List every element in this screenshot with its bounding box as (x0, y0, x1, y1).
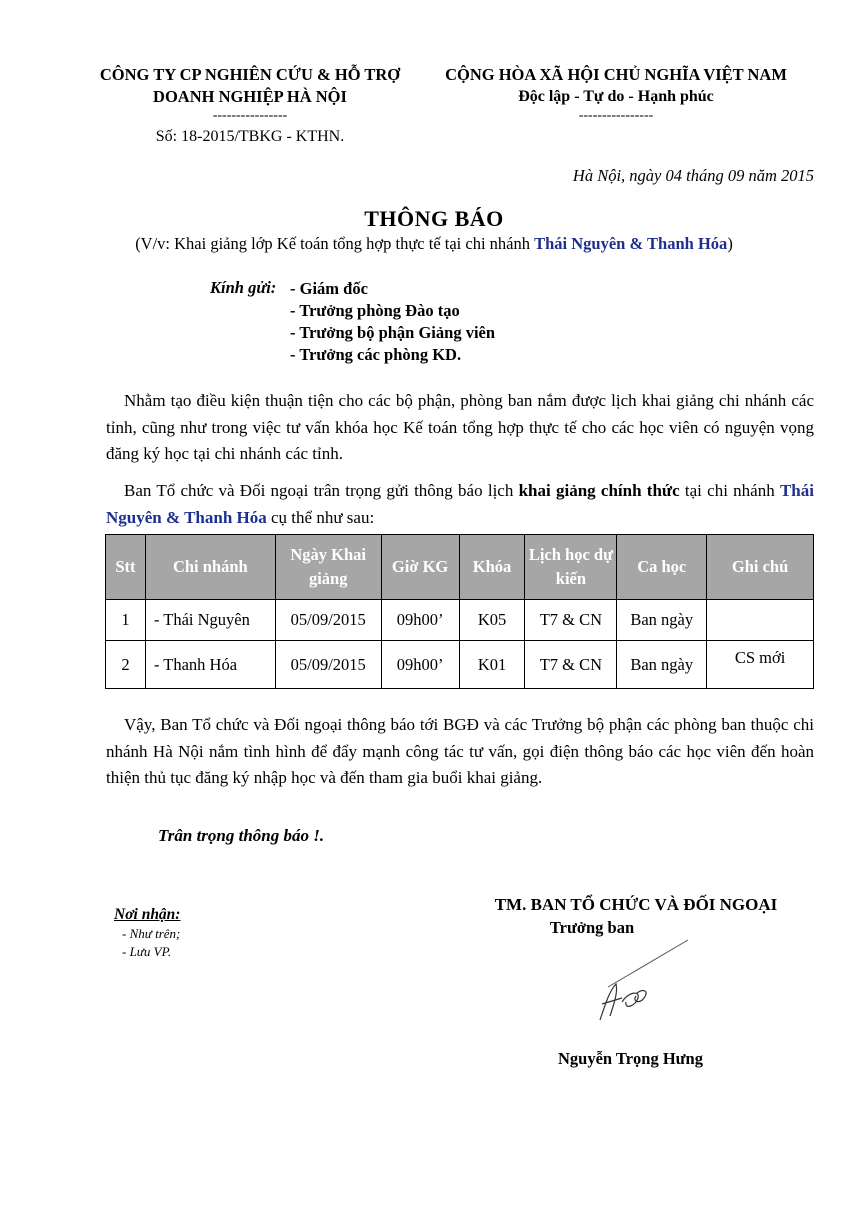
recipients-label: Kính gửi: (210, 278, 277, 297)
col-header-start-date: Ngày Khai giảng (275, 535, 381, 600)
table-header-row (106, 535, 814, 600)
cell-course: K05 (459, 600, 525, 641)
receiver-item: - Lưu VP. (122, 944, 172, 959)
recipient-item: - Trưởng các phòng KD. (290, 345, 462, 364)
para2-part2: tại chi nhánh (679, 481, 780, 500)
nation-name: CỘNG HÒA XÃ HỘI CHỦ NGHĨA VIỆT NAM (445, 65, 787, 84)
cell-shift: Ban ngày (617, 641, 707, 689)
table-row (106, 600, 814, 641)
recipients-list (290, 278, 495, 366)
subject-branches: Thái Nguyên & Thanh Hóa (534, 234, 728, 253)
company-divider: ---------------- (212, 108, 288, 123)
cell-shift: Ban ngày (617, 600, 707, 641)
cell-branch: - Thái Nguyên (145, 600, 275, 641)
document-subject (0, 234, 868, 254)
nation-divider: ---------------- (578, 108, 654, 123)
national-header (432, 64, 800, 124)
para2-part3: cụ thể như sau: (266, 507, 375, 527)
cell-schedule: T7 & CN (525, 641, 617, 689)
cell-start-time: 09h00’ (381, 600, 459, 641)
col-header-start-time: Giờ KG (381, 535, 459, 600)
recipient-item: - Giám đốc (290, 279, 368, 298)
cell-stt: 1 (106, 600, 146, 641)
table-row (106, 641, 814, 689)
receivers-list (122, 925, 180, 961)
receivers-label: Nơi nhận: (114, 906, 181, 923)
cell-start-date: 05/09/2015 (275, 641, 381, 689)
para2-branches: Thái Nguyên & Thanh Hóa (106, 481, 814, 527)
closing-remark: Trân trọng thông báo !. (158, 826, 325, 845)
document-date: Hà Nội, ngày 04 tháng 09 năm 2015 (572, 166, 814, 185)
col-header-branch: Chi nhánh (145, 535, 275, 600)
cell-course: K01 (459, 641, 525, 689)
receiver-item: - Như trên; (122, 926, 181, 941)
para2-part1: Ban Tổ chức và Đối ngoại trân trọng gửi thông báo lịch (124, 481, 519, 500)
col-header-schedule: Lịch học dự kiến (525, 535, 617, 600)
para2-bold: khai giảng chính thức (518, 481, 680, 500)
signer-organization: TM. BAN TỔ CHỨC VÀ ĐỐI NGOẠI (494, 895, 778, 914)
document-title: THÔNG BÁO (364, 206, 504, 231)
paragraph-announcement (106, 478, 814, 531)
cell-branch: - Thanh Hóa (145, 641, 275, 689)
col-header-notes: Ghi chú (707, 535, 814, 600)
paragraph-intro: Nhằm tạo điều kiện thuận tiện cho các bộ phận, phòng ban nắm được lịch khai giảng chi nhánh các tỉnh, cũng như trong việc tư vấn khóa học Kế toán tổng hợp thực tế cho các học viên có nguyện vọng đăng ký học tại chi nhánh các tỉnh. (106, 391, 814, 463)
paragraph-conclusion: Vậy, Ban Tổ chức và Đối ngoại thông báo tới BGĐ và các Trưởng bộ phận các phòng ban thuộc chi nhánh Hà Nội nắm tình hình để đẩy mạnh công tác tư vấn, gọi điện thông báo các học viên đến hoàn thiện thủ tục đăng ký nhập học và đến tham gia buổi khai giảng. (106, 715, 814, 787)
signer-name: Nguyễn Trọng Hưng (558, 1049, 703, 1068)
signature-graphic (588, 932, 698, 1027)
company-name-line1: CÔNG TY CP NGHIÊN CỨU & HỖ TRỢ (99, 65, 401, 84)
recipient-item: - Trưởng bộ phận Giảng viên (290, 323, 496, 342)
company-name-line2: DOANH NGHIỆP HÀ NỘI (153, 87, 347, 106)
cell-notes: CS mới (707, 641, 814, 689)
company-header (80, 64, 420, 148)
col-header-stt: Stt (106, 535, 146, 600)
nation-motto: Độc lập - Tự do - Hạnh phúc (518, 88, 714, 105)
recipient-item: - Trưởng phòng Đào tạo (290, 301, 460, 320)
col-header-shift: Ca học (617, 535, 707, 600)
cell-start-date: 05/09/2015 (275, 600, 381, 641)
signer-role: Trưởng ban (549, 918, 635, 937)
col-header-course: Khóa (459, 535, 525, 600)
cell-notes (707, 600, 814, 641)
cell-start-time: 09h00’ (381, 641, 459, 689)
subject-prefix: (V/v: Khai giảng lớp Kế toán tổng hợp thực tế tại chi nhánh (135, 234, 535, 253)
document-number: Số: 18-2015/TBKG - KTHN. (155, 128, 345, 145)
handwritten-signature (588, 932, 698, 1032)
schedule-table (105, 534, 814, 689)
cell-schedule: T7 & CN (525, 600, 617, 641)
subject-suffix: ) (727, 234, 733, 253)
cell-stt: 2 (106, 641, 146, 689)
